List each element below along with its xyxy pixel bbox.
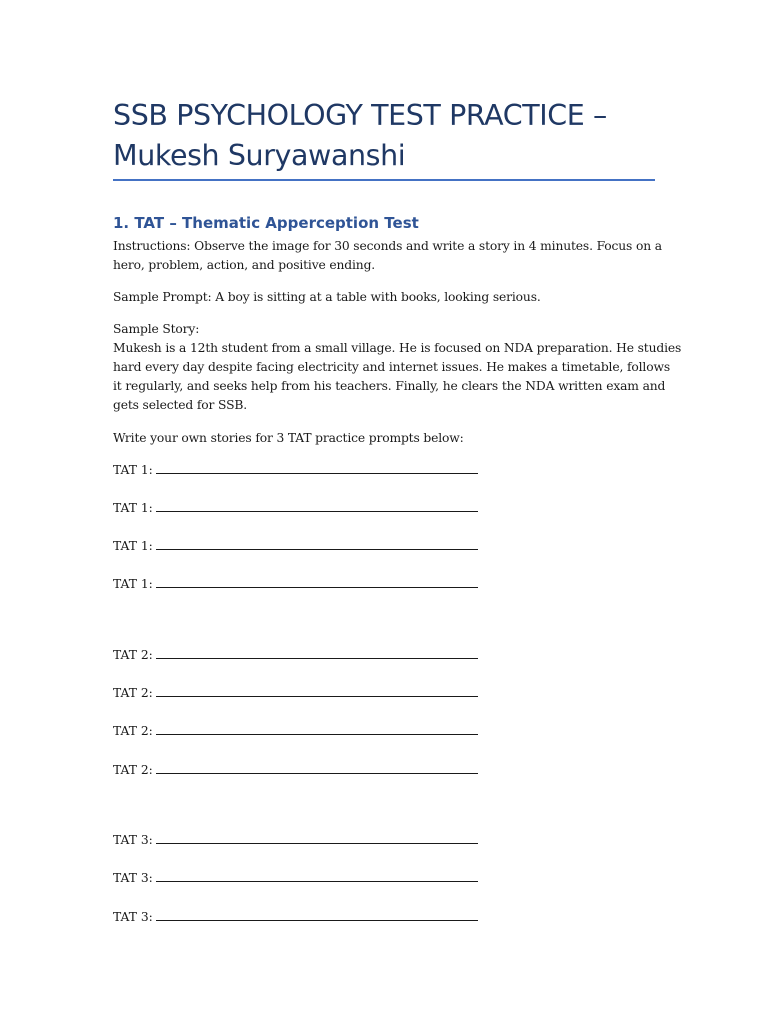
answer-blank[interactable] bbox=[156, 499, 478, 512]
practice-line-label: TAT 1: bbox=[113, 501, 153, 515]
title-line-1: SSB PSYCHOLOGY TEST PRACTICE – bbox=[113, 99, 607, 132]
practice-line[interactable] bbox=[113, 761, 478, 780]
practice-line-label: TAT 2: bbox=[113, 763, 153, 777]
answer-blank[interactable] bbox=[156, 908, 478, 921]
answer-blank[interactable] bbox=[156, 869, 478, 882]
instructions-paragraph bbox=[113, 237, 662, 275]
answer-blank[interactable] bbox=[156, 722, 478, 735]
sample-story-paragraph bbox=[113, 320, 682, 415]
practice-line-label: TAT 2: bbox=[113, 686, 153, 700]
sample-story-line: gets selected for SSB. bbox=[113, 398, 248, 412]
answer-blank[interactable] bbox=[156, 761, 478, 774]
answer-blank[interactable] bbox=[156, 646, 478, 659]
instructions-line: hero, problem, action, and positive ending. bbox=[113, 258, 376, 272]
instructions-line: Instructions: Observe the image for 30 seconds and write a story in 4 minutes. Focus on a bbox=[113, 239, 662, 253]
answer-blank[interactable] bbox=[156, 575, 478, 588]
answer-blank[interactable] bbox=[156, 831, 478, 844]
practice-line-label: TAT 3: bbox=[113, 833, 153, 847]
practice-line-label: TAT 1: bbox=[113, 577, 153, 591]
practice-line[interactable] bbox=[113, 869, 478, 888]
write-prompt-paragraph bbox=[113, 429, 658, 448]
practice-line-label: TAT 2: bbox=[113, 648, 153, 662]
practice-line[interactable] bbox=[113, 575, 478, 594]
practice-line-label: TAT 3: bbox=[113, 910, 153, 924]
section-heading-tat: 1. TAT – Thematic Apperception Test bbox=[113, 214, 419, 232]
document-title bbox=[113, 96, 658, 176]
practice-line[interactable] bbox=[113, 831, 478, 850]
practice-line-label: TAT 1: bbox=[113, 463, 153, 477]
sample-story-line: it regularly, and seeks help from his teachers. Finally, he clears the NDA written exam and bbox=[113, 379, 666, 393]
practice-line[interactable] bbox=[113, 722, 478, 741]
title-line-2: Mukesh Suryawanshi bbox=[113, 139, 406, 172]
answer-blank[interactable] bbox=[156, 684, 478, 697]
answer-blank[interactable] bbox=[156, 537, 478, 550]
title-divider bbox=[113, 179, 655, 181]
write-prompt-text: Write your own stories for 3 TAT practice prompts below: bbox=[113, 431, 464, 445]
sample-prompt-paragraph bbox=[113, 288, 658, 307]
practice-line[interactable] bbox=[113, 461, 478, 480]
practice-line[interactable] bbox=[113, 684, 478, 703]
practice-line-label: TAT 1: bbox=[113, 539, 153, 553]
sample-story-label: Sample Story: bbox=[113, 322, 200, 336]
sample-story-line: hard every day despite facing electricity and internet issues. He makes a timetable, follows bbox=[113, 360, 670, 374]
practice-line[interactable] bbox=[113, 646, 478, 665]
practice-line-label: TAT 2: bbox=[113, 724, 153, 738]
answer-blank[interactable] bbox=[156, 461, 478, 474]
practice-line[interactable] bbox=[113, 908, 478, 927]
practice-line-label: TAT 3: bbox=[113, 871, 153, 885]
sample-story-line: Mukesh is a 12th student from a small village. He is focused on NDA preparation. He studies bbox=[113, 341, 682, 355]
practice-line[interactable] bbox=[113, 537, 478, 556]
sample-prompt-text: Sample Prompt: A boy is sitting at a table with books, looking serious. bbox=[113, 290, 541, 304]
practice-line[interactable] bbox=[113, 499, 478, 518]
